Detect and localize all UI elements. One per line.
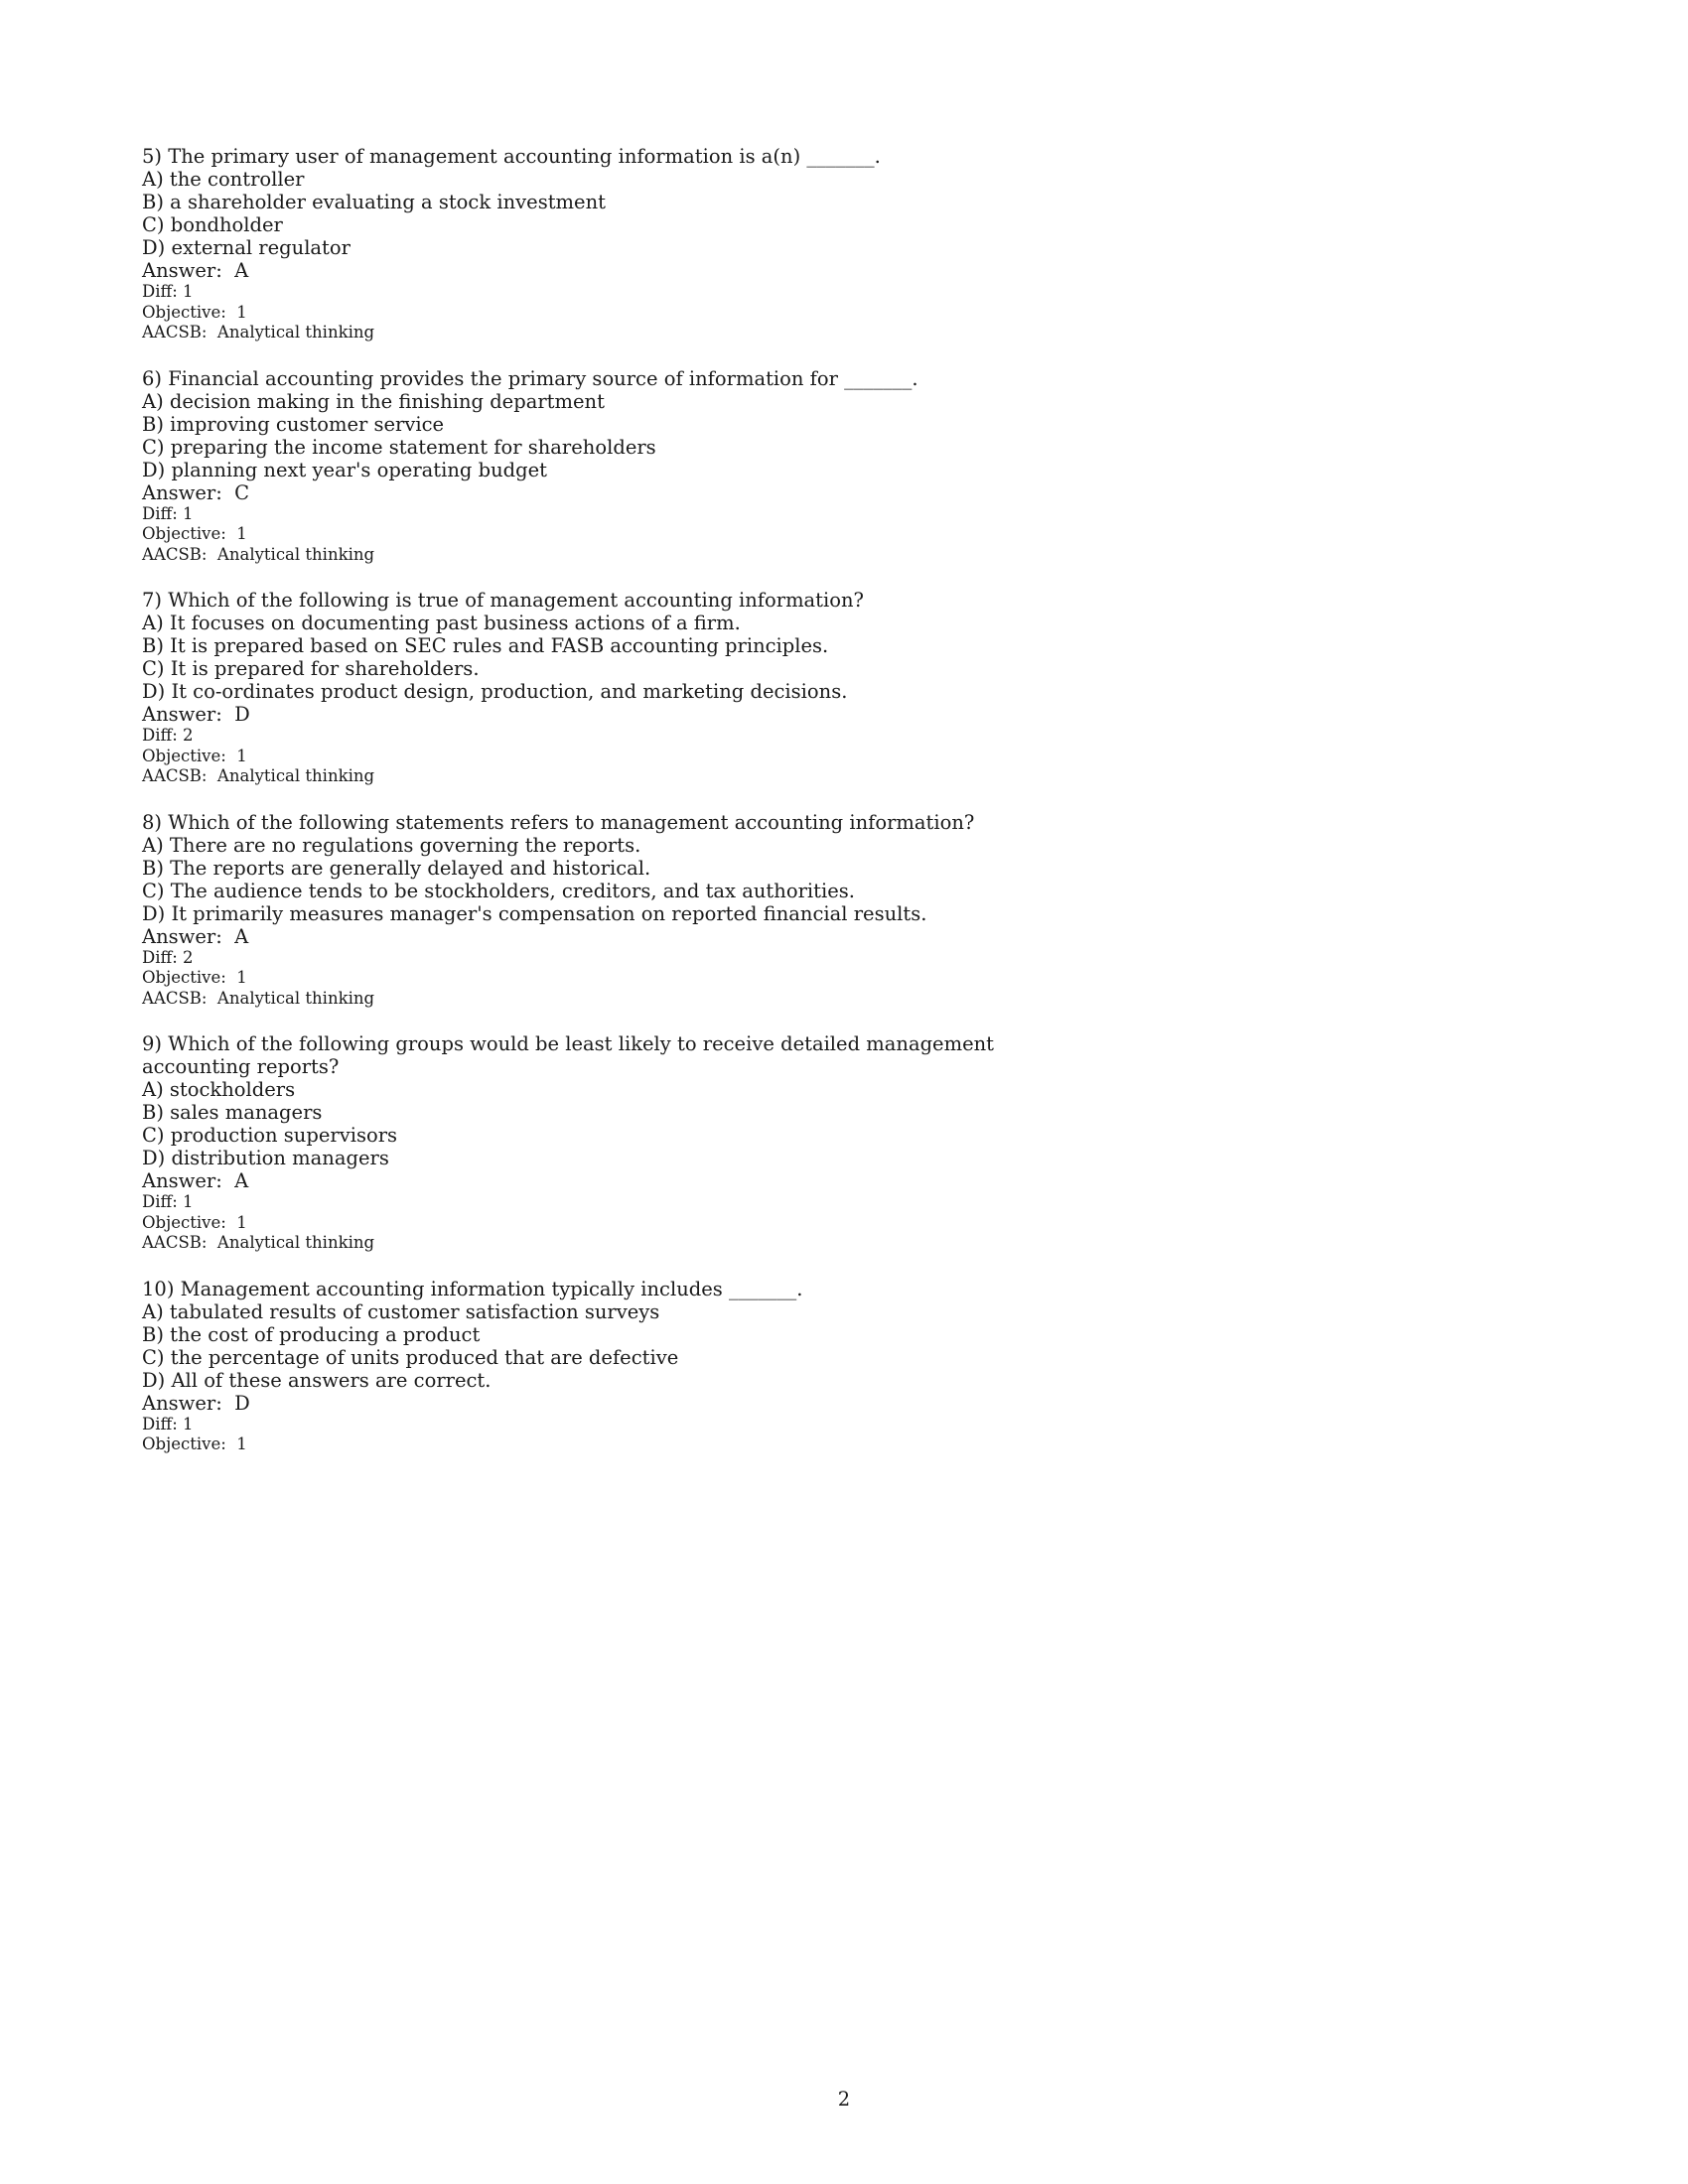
diff-line: Diff: 2 — [142, 947, 194, 967]
aacsb-line: AACSB: Analytical thinking — [142, 544, 375, 564]
diff-line: Diff: 1 — [142, 1192, 194, 1211]
questions-container — [142, 145, 1036, 1479]
question-text: 8) Which of the following statements refers to management accounting information? — [142, 810, 975, 834]
question-options — [142, 390, 1036, 481]
option-line: D) external regulator — [142, 236, 351, 259]
option-line: A) the controller — [142, 168, 305, 191]
option-line: C) production supervisors — [142, 1124, 398, 1147]
option-line: B) a shareholder evaluating a stock investment — [142, 191, 606, 213]
objective-line: Objective: 1 — [142, 1212, 247, 1232]
objective-line: Objective: 1 — [142, 746, 247, 765]
aacsb-line: AACSB: Analytical thinking — [142, 766, 375, 785]
diff-line: Diff: 2 — [142, 726, 194, 745]
option-line: B) It is prepared based on SEC rules and FASB accounting principles. — [142, 634, 829, 657]
page-number: 2 — [837, 2088, 851, 2111]
objective-line: Objective: 1 — [142, 524, 247, 543]
answer-line: Answer: A — [142, 924, 249, 948]
aacsb-line: AACSB: Analytical thinking — [142, 988, 375, 1008]
question-text: 6) Financial accounting provides the primary source of information for _______. — [142, 366, 918, 390]
question-text: 7) Which of the following is true of management accounting information? — [142, 589, 865, 612]
question-text: 5) The primary user of management accounting information is a(n) _______. — [142, 145, 881, 168]
option-line: A) decision making in the finishing department — [142, 389, 605, 413]
answer-line: Answer: D — [142, 703, 250, 726]
option-line: A) There are no regulations governing the reports. — [142, 833, 641, 857]
objective-line: Objective: 1 — [142, 302, 247, 322]
option-line: B) improving customer service — [142, 412, 445, 436]
answer-line: Answer: A — [142, 259, 249, 282]
option-line: B) sales managers — [142, 1101, 323, 1124]
option-line: C) the percentage of units produced that are defective — [142, 1345, 679, 1369]
answer-line: Answer: C — [142, 480, 250, 504]
option-line: C) It is prepared for shareholders. — [142, 657, 480, 680]
diff-line: Diff: 1 — [142, 282, 194, 301]
option-line: A) It focuses on documenting past business actions of a firm. — [142, 612, 741, 634]
option-line: D) It primarily measures manager's compensation on reported financial results. — [142, 901, 927, 925]
objective-line: Objective: 1 — [142, 1434, 247, 1453]
aacsb-line: AACSB: Analytical thinking — [142, 323, 375, 341]
question-options — [142, 1300, 1036, 1392]
option-line: B) the cost of producing a product — [142, 1322, 481, 1346]
diff-line: Diff: 1 — [142, 1414, 194, 1433]
question-text: 10) Management accounting information typically includes _______. — [142, 1277, 803, 1300]
option-line: D) planning next year's operating budget — [142, 458, 547, 481]
option-line: B) The reports are generally delayed and historical. — [142, 856, 651, 880]
question-options — [142, 1078, 1036, 1169]
option-line: D) It co-ordinates product design, production, and marketing decisions. — [142, 680, 848, 703]
option-line: D) distribution managers — [142, 1147, 389, 1169]
option-line: C) bondholder — [142, 213, 283, 236]
question-block — [142, 145, 1036, 343]
question-block — [142, 811, 1036, 1010]
option-line: A) stockholders — [142, 1078, 296, 1101]
option-line: C) The audience tends to be stockholders, creditors, and tax authorities. — [142, 879, 855, 902]
option-line: C) preparing the income statement for shareholders — [142, 435, 656, 459]
question-block — [142, 367, 1036, 566]
aacsb-line: AACSB: Analytical thinking — [142, 1233, 375, 1252]
objective-line: Objective: 1 — [142, 968, 247, 987]
question-options — [142, 168, 1036, 259]
diff-line: Diff: 1 — [142, 503, 194, 523]
option-line: A) tabulated results of customer satisfaction surveys — [142, 1299, 660, 1323]
option-line: D) All of these answers are correct. — [142, 1368, 492, 1392]
question-block — [142, 1278, 1036, 1455]
answer-line: Answer: A — [142, 1169, 249, 1192]
question-block — [142, 1032, 1036, 1254]
question-options — [142, 834, 1036, 925]
question-text: 9) Which of the following groups would be least likely to receive detailed management accounting reports? — [142, 1032, 1001, 1078]
question-options — [142, 612, 1036, 703]
question-block — [142, 589, 1036, 787]
answer-line: Answer: D — [142, 1391, 250, 1415]
